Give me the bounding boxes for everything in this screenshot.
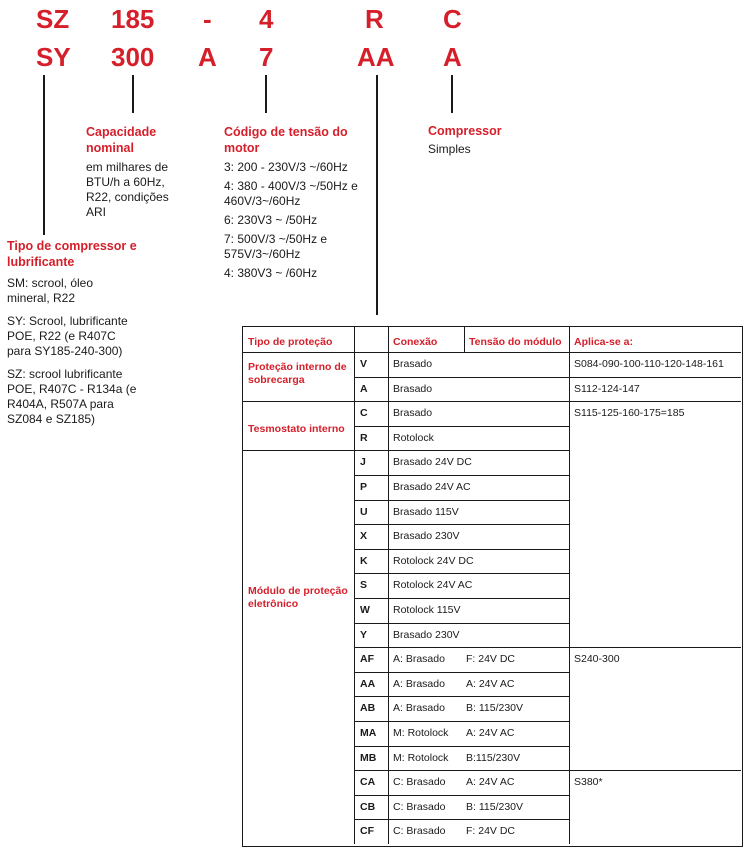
code-a: A bbox=[198, 42, 217, 72]
header-conexao: Conexão bbox=[393, 336, 438, 348]
row-connection: Brasado 230V bbox=[393, 530, 460, 543]
header-aplica: Aplica-se a: bbox=[574, 336, 633, 348]
row-code: MB bbox=[360, 751, 377, 764]
compressor-title: Compressor bbox=[428, 124, 502, 138]
row-divider bbox=[354, 795, 569, 796]
row-voltage: B: 115/230V bbox=[466, 800, 524, 813]
code-sy: SY bbox=[36, 42, 71, 72]
col-divider bbox=[354, 327, 355, 844]
row-connection: Brasado bbox=[393, 407, 433, 420]
row-divider bbox=[354, 696, 569, 697]
connector-line-protection bbox=[376, 75, 378, 315]
row-divider bbox=[354, 549, 569, 550]
row-code: W bbox=[360, 604, 370, 616]
code-4: 4 bbox=[259, 4, 274, 34]
row-applies: S084-090-100-110-120-148-161 bbox=[574, 358, 724, 370]
row-code: R bbox=[360, 431, 368, 444]
group-divider bbox=[243, 450, 354, 451]
row-connection: Rotolock 115V bbox=[393, 604, 461, 616]
row-code: V bbox=[360, 358, 368, 370]
connector-line-type bbox=[43, 75, 45, 235]
row-connection: Rotolock bbox=[393, 431, 434, 444]
row-applies: S115-125-160-175=185 bbox=[574, 407, 685, 420]
row-divider bbox=[354, 672, 569, 673]
row-code: J bbox=[360, 456, 366, 469]
row-connection: Brasado 115V bbox=[393, 505, 459, 518]
row-divider bbox=[354, 721, 569, 722]
row-code: C bbox=[360, 407, 368, 420]
row-code: X bbox=[360, 530, 368, 543]
row-divider bbox=[354, 426, 569, 427]
row-connection: A: Brasado bbox=[393, 653, 445, 666]
row-code: CB bbox=[360, 800, 376, 813]
row-code: A bbox=[360, 382, 368, 395]
group-thermostat: Tesmostato interno bbox=[248, 423, 345, 435]
row-divider bbox=[354, 500, 569, 501]
group-electronic-module: Módulo de proteção eletrônico bbox=[248, 585, 348, 610]
row-connection: Brasado bbox=[393, 358, 433, 370]
row-voltage: A: 24V AC bbox=[466, 776, 515, 789]
row-code: CA bbox=[360, 776, 376, 789]
connector-line-capacity bbox=[132, 75, 134, 113]
row-divider bbox=[354, 450, 569, 451]
voltage-item: 7: 500V/3 ~/50Hz e 575V/3~/60Hz bbox=[224, 232, 328, 261]
voltage-item: 4: 380V3 ~ /60Hz bbox=[224, 266, 318, 280]
row-voltage: A: 24V AC bbox=[466, 727, 515, 739]
row-applies: S380* bbox=[574, 776, 603, 789]
row-connection: Rotolock 24V AC bbox=[393, 579, 473, 592]
voltage-item: 6: 230V3 ~ /50Hz bbox=[224, 213, 318, 227]
code-r: R bbox=[365, 4, 384, 34]
row-voltage: F: 24V DC bbox=[466, 653, 516, 666]
header-tipo: Tipo de proteção bbox=[248, 336, 333, 348]
row-connection: Brasado 230V bbox=[393, 628, 460, 641]
connector-line-voltage bbox=[265, 75, 267, 113]
compressor-body: Simples bbox=[428, 142, 471, 156]
row-divider bbox=[354, 746, 569, 747]
row-code: K bbox=[360, 554, 368, 567]
row-code: AF bbox=[360, 653, 374, 666]
row-divider bbox=[354, 770, 569, 771]
row-connection: Rotolock 24V DC bbox=[393, 554, 474, 567]
compressor-type-item: SY: Scrool, lubrificante POE, R22 (e R407C para SY185-240-300) bbox=[7, 314, 128, 358]
row-applies: S112-124-147 bbox=[574, 382, 640, 395]
apply-divider bbox=[569, 377, 741, 378]
code-300: 300 bbox=[111, 42, 155, 72]
voltage-title: Código de tensão do motor bbox=[224, 125, 348, 155]
row-voltage: A: 24V AC bbox=[466, 677, 515, 690]
protection-table bbox=[242, 326, 743, 847]
compressor-type-list bbox=[7, 276, 137, 431]
row-code: U bbox=[360, 505, 368, 518]
row-divider bbox=[354, 623, 569, 624]
code-a2: A bbox=[443, 42, 462, 72]
apply-divider bbox=[569, 647, 741, 648]
col-divider bbox=[388, 327, 389, 844]
row-connection: C: Brasado bbox=[393, 776, 446, 789]
capacity-body: em milhares de BTU/h a 60Hz, R22, condições ARI bbox=[86, 160, 169, 219]
row-connection: A: Brasado bbox=[393, 702, 445, 715]
row-code: S bbox=[360, 579, 368, 592]
row-connection: C: Brasado bbox=[393, 825, 446, 838]
row-code: AA bbox=[360, 677, 376, 690]
compressor-type-item: SZ: scrool lubrificante POE, R407C - R134a (e R404A, R507A para SZ084 e SZ185) bbox=[7, 367, 137, 426]
row-divider bbox=[354, 573, 569, 574]
apply-divider bbox=[569, 770, 741, 771]
row-applies: S240-300 bbox=[574, 653, 620, 666]
row-divider bbox=[354, 377, 569, 378]
code-185: 185 bbox=[111, 4, 155, 34]
row-voltage: B:115/230V bbox=[466, 751, 521, 764]
row-code: AB bbox=[360, 702, 376, 715]
voltage-item: 3: 200 - 230V/3 ~/60Hz bbox=[224, 160, 348, 174]
code-sz: SZ bbox=[36, 4, 70, 34]
voltage-item: 4: 380 - 400V/3 ~/50Hz e 460V/3~/60Hz bbox=[224, 179, 358, 208]
row-voltage: B: 115/230V bbox=[466, 702, 524, 715]
row-code: P bbox=[360, 481, 368, 493]
row-connection: M: Rotolock bbox=[393, 751, 449, 764]
row-code: Y bbox=[360, 628, 368, 641]
row-connection: M: Rotolock bbox=[393, 727, 449, 739]
code-aa: AA bbox=[357, 42, 395, 72]
compressor-type-item: SM: scrool, óleo mineral, R22 bbox=[7, 276, 94, 305]
connector-line-compressor bbox=[451, 75, 453, 113]
row-divider bbox=[354, 647, 569, 648]
code-7: 7 bbox=[259, 42, 274, 72]
capacity-title: Capacidade nominal bbox=[86, 125, 157, 155]
code-dash: - bbox=[203, 4, 212, 34]
voltage-list bbox=[224, 160, 369, 285]
row-divider bbox=[354, 401, 569, 402]
row-connection: C: Brasado bbox=[393, 800, 446, 813]
row-code: CF bbox=[360, 825, 374, 838]
code-c: C bbox=[443, 4, 462, 34]
compressor-type-title: Tipo de compressor e lubrificante bbox=[7, 239, 137, 269]
col-divider bbox=[569, 327, 570, 844]
header-tensao: Tensão do módulo bbox=[469, 336, 562, 348]
row-divider bbox=[354, 524, 569, 525]
row-connection: A: Brasado bbox=[393, 677, 445, 690]
apply-divider bbox=[569, 401, 741, 402]
group-overload: Proteção interno de sobrecarga bbox=[248, 361, 347, 386]
row-connection: Brasado bbox=[393, 382, 433, 395]
row-code: MA bbox=[360, 727, 377, 739]
row-divider bbox=[354, 598, 569, 599]
header-divider bbox=[243, 352, 741, 353]
row-divider bbox=[354, 819, 569, 820]
row-connection: Brasado 24V AC bbox=[393, 481, 471, 493]
row-voltage: F: 24V DC bbox=[466, 825, 516, 838]
group-divider bbox=[243, 401, 354, 402]
row-divider bbox=[354, 475, 569, 476]
col-divider bbox=[464, 327, 465, 352]
row-connection: Brasado 24V DC bbox=[393, 456, 472, 469]
